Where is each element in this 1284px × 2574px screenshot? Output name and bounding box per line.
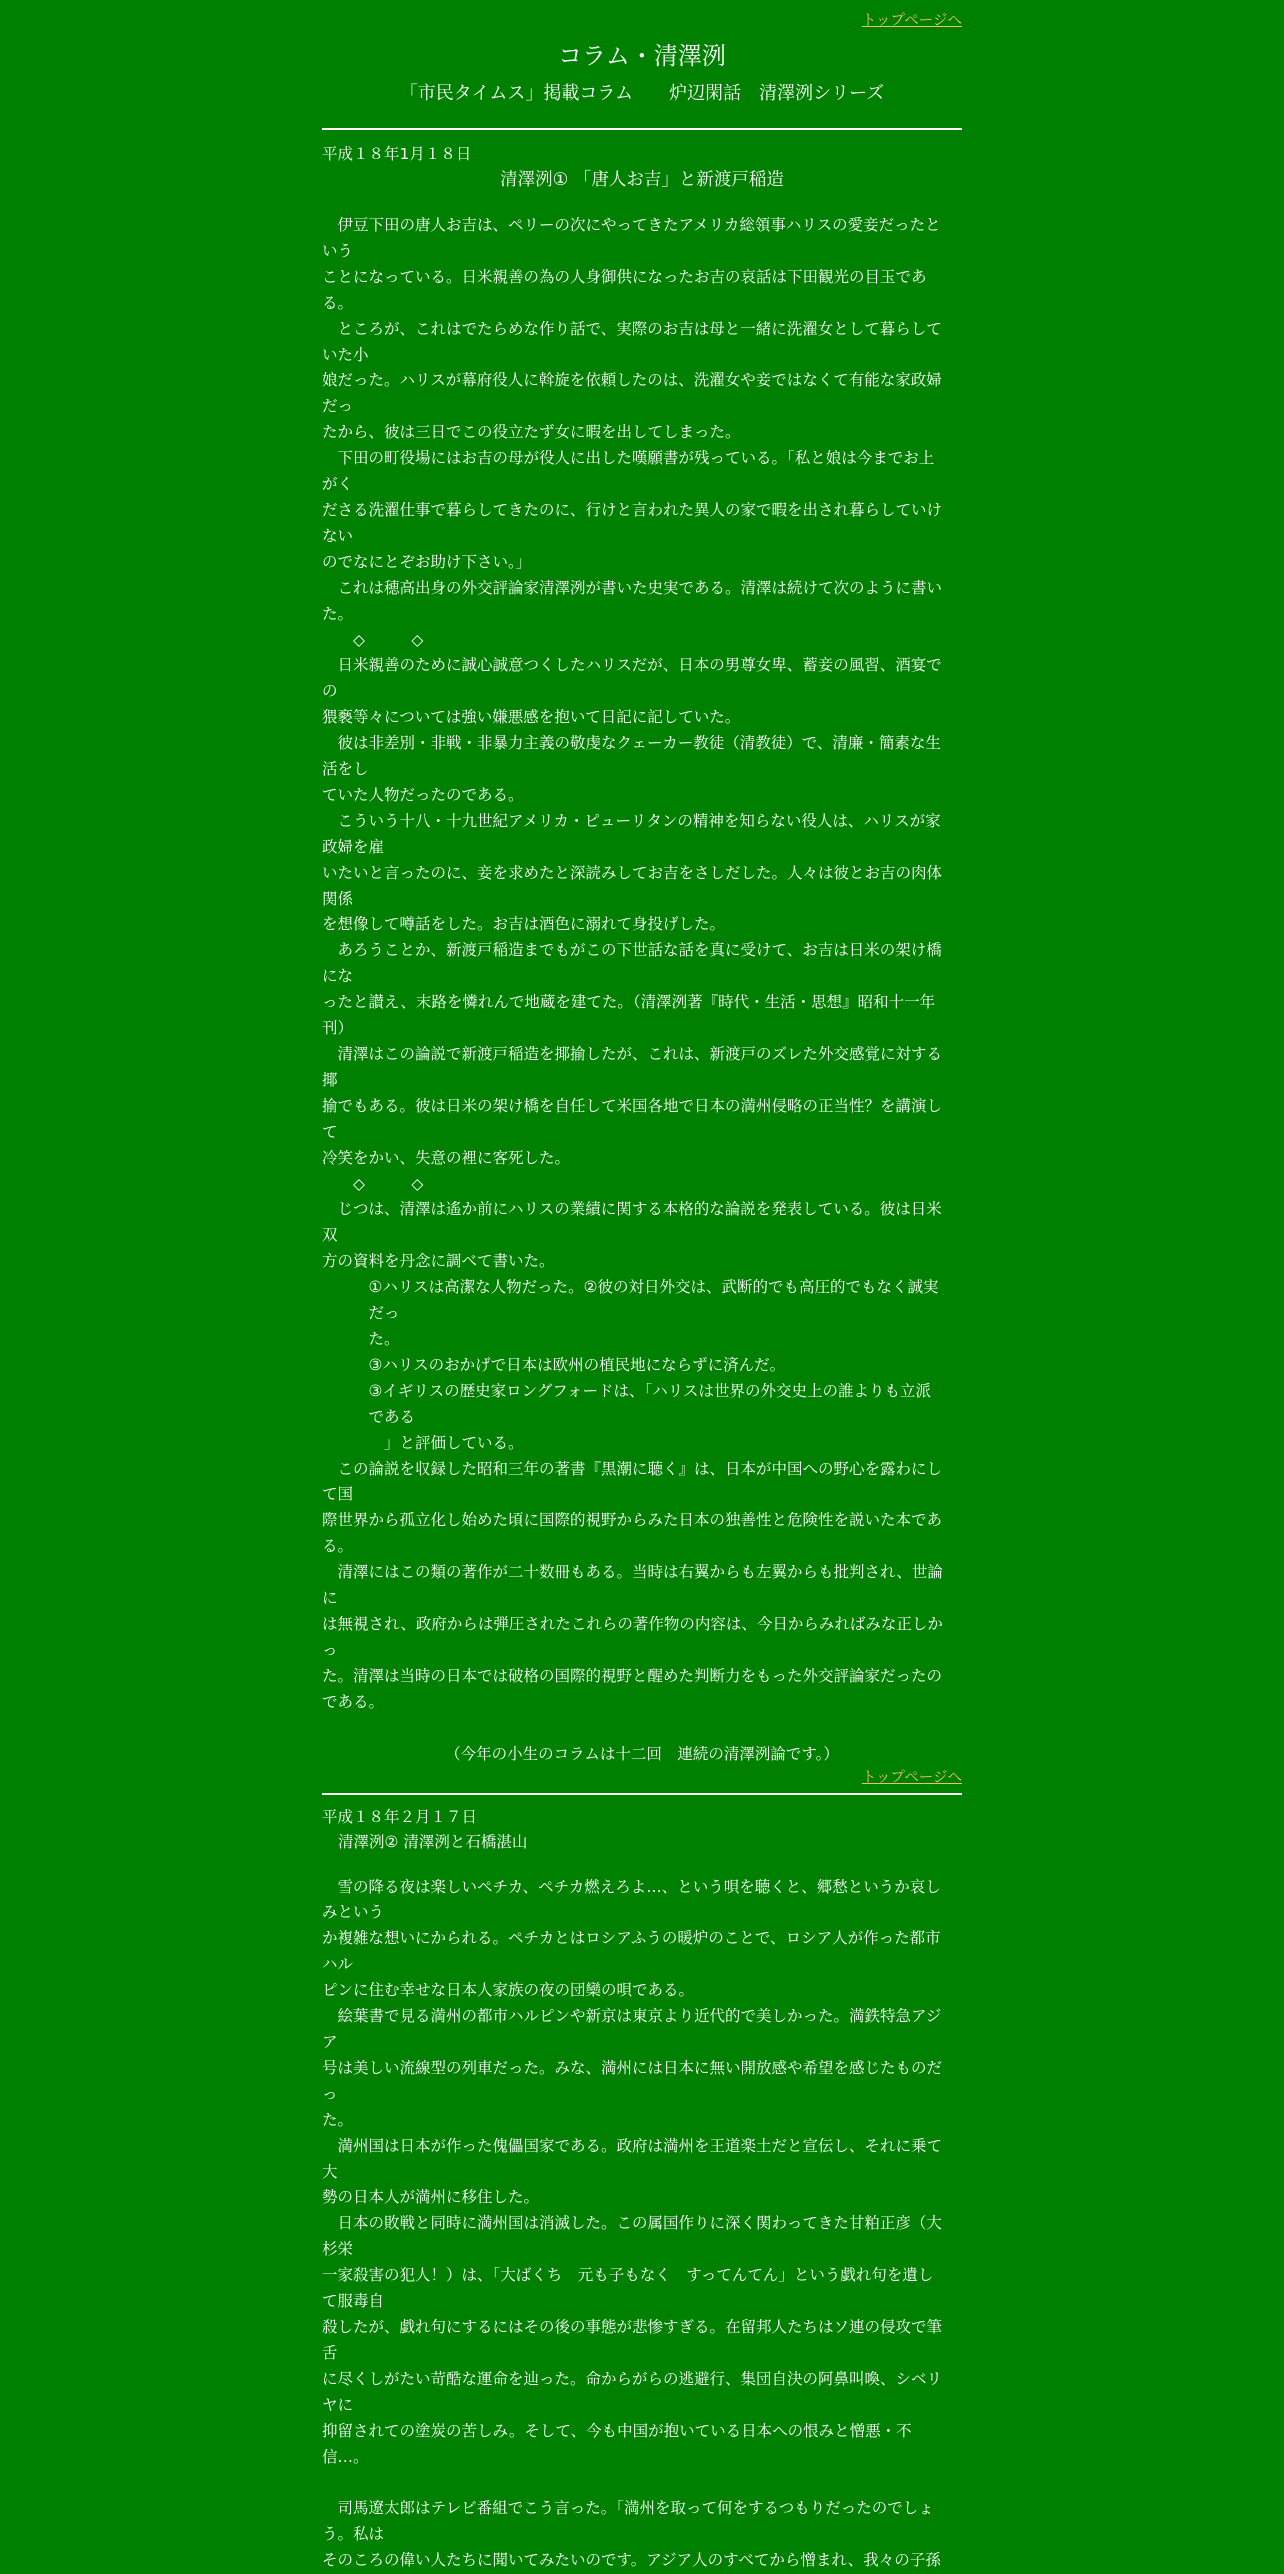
body-line: 伊豆下田の唐人お吉は、ペリーの次にやってきたアメリカ総領事ハリスの愛妾だったと [322,216,941,234]
body-line: の [322,682,338,701]
top-page-link[interactable]: トップページへ [861,1769,962,1786]
body-line: 杉栄 [322,2240,354,2259]
body-line: あろうことか、新渡戸稲造までもがこの下世話な話を真に受けて、お吉は日米の架け橋 [322,941,942,960]
body-line: 満州国は日本が作った傀儡国家である。政府は満州を王道楽土だと宣伝し、それに乗て [322,2136,943,2155]
body-line: ハル [322,1955,354,1974]
body-line: 」と評価している。 [322,1433,524,1452]
column-title: 清澤洌① 「唐人お吉」と新渡戸稲造 [500,170,784,190]
column-body [322,1875,962,2574]
body-line: 大 [322,2162,338,2181]
column-title: 清澤洌② 清澤洌と石橋湛山 [338,1832,528,1851]
column-body [322,213,962,1716]
body-line: う。私は [322,2525,385,2544]
body-line: ったと讃え、末路を憐れんで地蔵を建てた。（清澤洌著『時代・生活・思想』昭和十一年 [322,993,936,1012]
page-subtitle: 「市民タイムス」掲載コラム 炉辺閑話 清澤洌シリーズ [399,83,885,104]
body-line: である [322,1407,416,1426]
body-line: ていた人物だったのである。 [322,785,524,804]
body-line: である。 [322,1692,385,1711]
body-line: 勢の日本人が満州に移住した。 [322,2188,540,2207]
body-line: ピンに住む幸せな日本人家族の夜の団欒の唄である。 [322,1981,695,2000]
body-line: にな [322,967,354,986]
column-date: 平成１８年２月１７日 [322,1807,478,1826]
body-line: この論説を収録した昭和三年の著書『黒潮に聴く』は、日本が中国への野心を露わにし [322,1459,943,1478]
body-line: た。清澤は当時の日本では破格の国際的視野と醒めた判断力をもった外交評論家だったの [322,1666,943,1685]
body-line: いたいと言ったのに、妾を求めたと深読みしてお吉をさしだした。人々は彼とお吉の肉体 [322,863,943,882]
body-line: 冷笑をかい、失意の裡に客死した。 [322,1148,571,1167]
body-line: を想像して噂話をした。お吉は酒色に溺れて身投げした。 [322,915,726,934]
body-line [322,2470,962,2496]
body-line: は無視され、政府からは弾圧されたこれらの著作物の内容は、今日からみればみな正しか [322,1614,943,1633]
body-line: 揄でもある。彼は日米の架け橋を自任して米国各地で日本の満州侵略の正当性？を講演し [322,1096,943,1115]
divider [322,128,962,130]
body-line: 猥褻等々については強い嫌悪感を抱いて日記に記していた。 [322,708,741,727]
body-line: て国 [322,1485,354,1504]
body-line: じつは、清澤は遙か前にハリスの業績に関する本格的な論説を発表している。彼は日米 [322,1200,942,1219]
body-line: た。 [322,604,354,623]
body-line: 双 [322,1226,338,1245]
body-line: ことになっている。日米親善の為の人身御供になったお吉の哀話は下田観光の目玉であ [322,267,927,286]
body-line: 号は美しい流線型の列車だった。みな、満州には日本に無い開放感や希望を感じたものだ [322,2058,943,2077]
body-line: 下田の町役場にはお吉の母が役人に出した嘆願書が残っている。「私と娘は今までお上 [322,449,935,468]
body-line: 刊） [322,1019,354,1038]
column-footnote: （今年の小生のコラムは十二回 連続の清澤洌論です。） [445,1744,839,1763]
top-page-link[interactable]: トップページへ [861,13,962,29]
body-line: のでなにとぞお助け下さい。」 [322,552,532,571]
body-line: みという [322,1903,385,1922]
body-line: た。 [322,2110,354,2129]
body-line: だっ [322,1304,400,1323]
divider [322,1793,962,1795]
body-line: 司馬遼太郎はテレビ番組でこう言った。「満州を取って何をするつもりだったのでしょ [322,2499,934,2518]
body-line: っ [322,1640,338,1659]
body-line: 日米親善のために誠心誠意つくしたハリスだが、日本の男尊女卑、蓄妾の風習、酒宴で [322,656,942,675]
body-line: 娘だった。ハリスが幕府役人に斡旋を依頼したのは、洗濯女や妾ではなくて有能な家政婦 [322,371,942,390]
body-line: て服毒自 [322,2292,385,2311]
body-line: だっ [322,397,354,416]
body-line: ◇ ◇ [322,1174,424,1193]
body-line: た。 [322,1329,400,1348]
body-line: 際世界から孤立化し始めた頃に国際的視野からみた日本の独善性と危険性を説いた本であ [322,1511,943,1530]
body-line: 抑留されての塗炭の苦しみ。そして、今も中国が抱いている日本への恨みと憎悪・不 [322,2421,912,2440]
body-line: がく [322,475,354,494]
body-line: いう [322,241,354,260]
body-line: か複雑な想いにかられる。ペチカとはロシアふうの暖炉のことで、ロシア人が作った都市 [322,1929,941,1948]
body-line: ③イギリスの歴史家ロングフォードは、「ハリスは世界の外交史上の誰よりも立派 [322,1381,931,1400]
body-line: こういう十八・十九世紀アメリカ・ピューリタンの精神を知らない役人は、ハリスが家 [322,811,941,830]
body-line: ◇ ◇ [322,630,424,649]
body-line: そのころの偉い人たちに聞いてみたいのです。アジア人のすべてから憎まれ、我々の子孫 [322,2551,941,2570]
column-date: 平成１８年1月１８日 [322,145,472,163]
body-line: 殺したが、戯れ句にするにはその後の事態が悲惨すぎる。在留邦人たちはソ連の侵攻で筆 [322,2317,943,2336]
body-line: る。 [322,1537,354,1556]
body-line: 日本の敗戦と同時に満州国は消滅した。この属国作りに深く関わってきた甘粕正彦（大 [322,2214,942,2233]
body-line: 清澤にはこの類の著作が二十数冊もある。当時は右翼からも左翼からも批判され、世論 [322,1563,943,1582]
body-line: 絵葉書で見る満州の都市ハルピンや新京は東京より近代的で美しかった。満鉄特急アジ [322,2007,942,2026]
body-line: ヤに [322,2395,354,2414]
column-article-1 [322,142,962,1767]
page [322,0,962,2574]
body-line: 活をし [322,760,369,779]
body-line: 清澤はこの論説で新渡戸稲造を揶揄したが、これは、新渡戸のズレた外交感覚に対する [322,1045,943,1063]
body-line: 信…。 [322,2447,369,2466]
body-line: っ [322,2084,338,2103]
body-line: ③ハリスのおかげで日本は欧州の植民地にならずに済んだ。 [322,1355,786,1374]
body-line: ところが、これはでたらめな作り話で、実際のお吉は母と一緒に洗濯女として暮らして [322,319,942,338]
body-line: て [322,1122,338,1141]
body-line: たから、彼は三日でこの役立たず女に暇を出してしまった。 [322,423,741,442]
body-line: 彼は非差別・非戦・非暴力主義の敬虔なクェーカー教徒（清教徒）で、清廉・簡素な生 [322,734,941,753]
body-line: 雪の降る夜は楽しいペチカ、ペチカ燃えろよ…、という唄を聴くと、郷愁というか哀し [322,1877,941,1896]
body-line: ア [322,2033,338,2051]
column-article-2 [322,1805,962,2574]
body-line: ださる洗濯仕事で暮らしてきたのに、行けと言われた異人の家で暇を出され暮らしていけ [322,500,943,519]
body-line: 一家殺害の犯人！）は、「大ばくち 元も子もなく すってんてん」という戯れ句を遺し [322,2266,934,2285]
body-line: に尽くしがたい苛酷な運命を辿った。命からがらの逃避行、集団自決の阿鼻叫喚、シベリ [322,2369,943,2388]
body-line: 政婦を雇 [322,837,385,856]
body-line: 舌 [322,2343,338,2362]
body-line: いた小 [322,345,369,364]
body-line: る。 [322,293,354,312]
body-line: 方の資料を丹念に調べて書いた。 [322,1252,555,1271]
body-line: ①ハリスは高潔な人物だった。②彼の対日外交は、武断的でも高圧的でもなく誠実 [322,1278,939,1297]
body-line: 関係 [322,889,354,908]
body-line: これは穂高出身の外交評論家清澤洌が書いた史実である。清澤は続けて次のように書い [322,578,943,597]
body-line: に [322,1589,338,1608]
page-title: コラム・清澤洌 [558,42,726,70]
body-line: 揶 [322,1070,338,1089]
body-line: ない [322,526,354,545]
